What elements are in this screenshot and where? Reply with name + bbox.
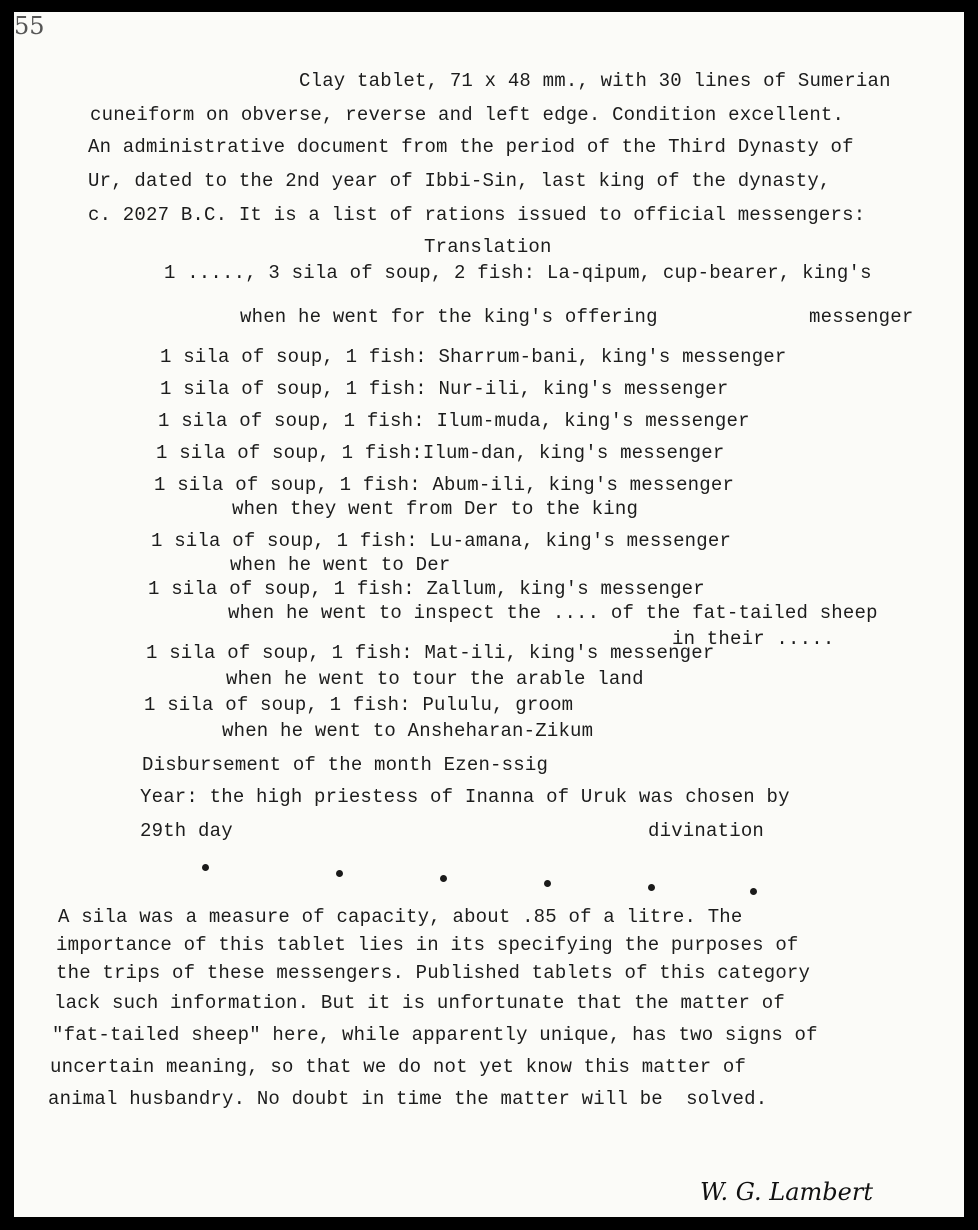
translation-line: when he went to Ansheharan-Zikum <box>222 720 594 742</box>
description-line: cuneiform on obverse, reverse and left edge. Condition excellent. <box>90 104 845 126</box>
day-line: 29th day <box>140 820 233 842</box>
translation-line: 1 sila of soup, 1 fish: Sharrum-bani, king's messenger <box>160 346 787 368</box>
year-line: Year: the high priestess of Inanna of Uruk was chosen by <box>140 786 790 808</box>
divination-line: divination <box>648 820 765 842</box>
translation-line: when he went for the king's offering <box>240 306 658 328</box>
commentary-line: animal husbandry. No doubt in time the matter will be solved. <box>48 1088 768 1110</box>
separator-dot <box>336 870 343 877</box>
translation-line: 1 sila of soup, 1 fish: Nur-ili, king's messenger <box>160 378 729 400</box>
translation-line: 1 sila of soup, 1 fish: Ilum-muda, king's messenger <box>158 410 750 432</box>
translation-line: 1 ....., 3 sila of soup, 2 fish: La-qipum, cup-bearer, king's <box>164 262 872 284</box>
commentary-line: "fat-tailed sheep" here, while apparently unique, has two signs of <box>52 1024 818 1046</box>
disbursement-line: Disbursement of the month Ezen-ssig <box>142 754 549 776</box>
translation-line: when he went to tour the arable land <box>226 668 644 690</box>
document-page <box>14 12 964 1217</box>
translation-line: 1 sila of soup, 1 fish:Ilum-dan, king's messenger <box>156 442 725 464</box>
translation-line: 1 sila of soup, 1 fish: Mat-ili, king's messenger <box>146 642 715 664</box>
translation-line: when he went to Der <box>230 554 451 576</box>
translation-line: in their ..... <box>672 628 835 650</box>
commentary-line: lack such information. But it is unfortunate that the matter of <box>54 992 785 1014</box>
signature: W. G. Lambert <box>700 1178 873 1206</box>
translation-heading: Translation <box>424 236 552 258</box>
translation-line: when he went to inspect the .... of the fat-tailed sheep <box>228 602 878 624</box>
corner-mark: 55 <box>14 12 45 40</box>
description-line: An administrative document from the period of the Third Dynasty of <box>88 136 854 158</box>
commentary-line: importance of this tablet lies in its specifying the purposes of <box>56 934 799 956</box>
translation-line: 1 sila of soup, 1 fish: Pululu, groom <box>144 694 574 716</box>
separator-dot <box>750 888 757 895</box>
translation-line: when they went from Der to the king <box>232 498 639 520</box>
description-line: c. 2027 B.C. It is a list of rations issued to official messengers: <box>88 204 866 226</box>
commentary-line: the trips of these messengers. Published tablets of this category <box>56 962 811 984</box>
separator-dot <box>648 884 655 891</box>
translation-line: 1 sila of soup, 1 fish: Abum-ili, king's messenger <box>154 474 735 496</box>
description-line: Ur, dated to the 2nd year of Ibbi-Sin, last king of the dynasty, <box>88 170 831 192</box>
translation-line: 1 sila of soup, 1 fish: Lu-amana, king's messenger <box>151 530 732 552</box>
separator-dot <box>202 864 209 871</box>
separator-dot <box>440 875 447 882</box>
translation-line: messenger <box>809 306 914 328</box>
separator-dot <box>544 880 551 887</box>
translation-line: 1 sila of soup, 1 fish: Zallum, king's messenger <box>148 578 705 600</box>
commentary-line: uncertain meaning, so that we do not yet know this matter of <box>50 1056 747 1078</box>
commentary-line: A sila was a measure of capacity, about .85 of a litre. The <box>58 906 743 928</box>
description-line: Clay tablet, 71 x 48 mm., with 30 lines of Sumerian <box>299 70 891 92</box>
